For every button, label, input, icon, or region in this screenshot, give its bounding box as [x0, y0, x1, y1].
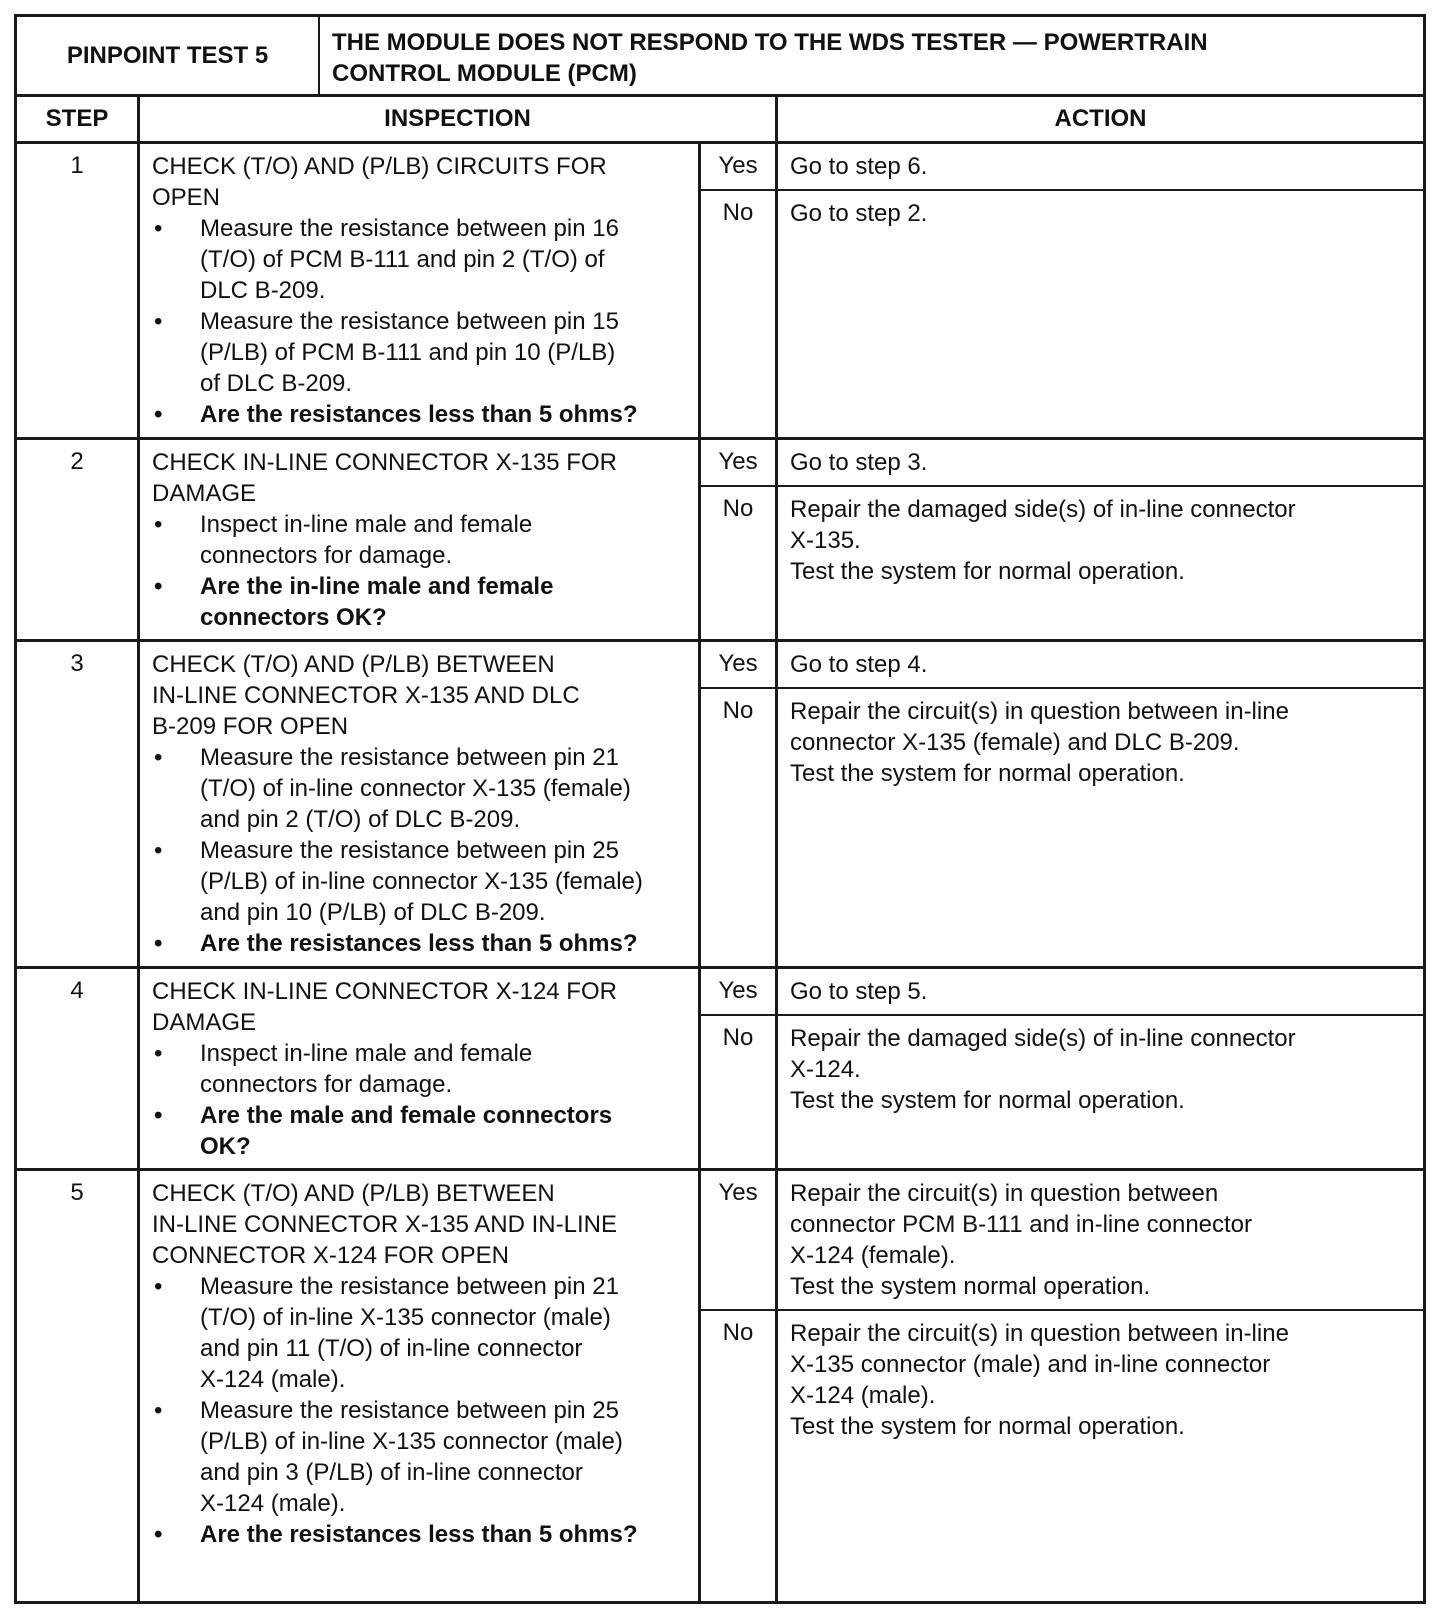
bullet-line: X-124 (male).: [200, 1490, 346, 1517]
action-line: Go to step 2.: [790, 200, 928, 227]
no-label: No: [701, 1016, 778, 1168]
action-line: Repair the damaged side(s) of in-line connector: [790, 496, 1296, 523]
inspection-cell: [140, 642, 701, 966]
test-title: [320, 17, 1423, 94]
question-line: OK?: [200, 1133, 251, 1160]
no-label: No: [701, 191, 778, 437]
action-line: X-135.: [790, 527, 861, 554]
no-answer-row: [701, 1016, 1423, 1168]
action-line: Repair the circuit(s) in question between: [790, 1180, 1219, 1207]
inspection-bullet: [152, 509, 688, 571]
bullet-line: X-124 (male).: [200, 1366, 346, 1393]
no-action: [778, 487, 1423, 639]
inspection-bullet: [152, 306, 688, 399]
bullet-line: connectors for damage.: [200, 1071, 453, 1098]
bullet-line: and pin 10 (P/LB) of DLC B-209.: [200, 899, 546, 926]
step-number: 3: [17, 642, 140, 966]
bullet-line: and pin 11 (T/O) of in-line connector: [200, 1335, 583, 1362]
column-header-row: [17, 97, 1423, 144]
yes-answer-row: [701, 1171, 1423, 1311]
inspection-bullet: [152, 835, 688, 928]
answer-cell: [701, 969, 1423, 1168]
action-line: Test the system for normal operation.: [790, 1087, 1185, 1114]
no-label: No: [701, 1311, 778, 1601]
action-line: Test the system for normal operation.: [790, 558, 1185, 585]
action-line: Repair the damaged side(s) of in-line connector: [790, 1025, 1296, 1052]
bullet-line: (P/LB) of PCM B-111 and pin 10 (P/LB): [200, 339, 616, 366]
action-line: Go to step 5.: [790, 978, 928, 1005]
bullet-line: and pin 3 (P/LB) of in-line connector: [200, 1459, 583, 1486]
test-title-line: CONTROL MODULE (PCM): [332, 60, 637, 87]
action-line: Go to step 4.: [790, 651, 928, 678]
action-line: Go to step 6.: [790, 153, 928, 180]
check-title: [152, 447, 688, 509]
step-row: [17, 1171, 1423, 1601]
inspection-question: [152, 1519, 688, 1550]
inspection-bullet: [152, 1038, 688, 1100]
check-title-line: B-209 FOR OPEN: [152, 713, 349, 740]
column-header-inspection: INSPECTION: [140, 97, 778, 141]
yes-label: Yes: [701, 144, 778, 189]
yes-label: Yes: [701, 440, 778, 485]
inspection-question: [152, 399, 688, 430]
no-label: No: [701, 689, 778, 966]
action-line: connector PCM B-111 and in-line connector: [790, 1211, 1253, 1238]
bullet-line: • Measure the resistance between pin 25: [200, 837, 619, 864]
action-line: X-124.: [790, 1056, 861, 1083]
check-title-line: IN-LINE CONNECTOR X-135 AND DLC: [152, 682, 580, 709]
step-row: [17, 642, 1423, 969]
column-header-action: ACTION: [1054, 105, 1147, 132]
no-answer-row: [701, 487, 1423, 639]
answer-cell: [701, 642, 1423, 966]
bullet-line: connectors for damage.: [200, 542, 453, 569]
yes-label: Yes: [701, 1171, 778, 1309]
inspection-bullets: [152, 1271, 688, 1550]
step-number: 5: [17, 1171, 140, 1601]
check-title-line: CHECK IN-LINE CONNECTOR X-135 FOR: [152, 449, 617, 476]
yes-answer-row: [701, 144, 1423, 191]
yes-label: Yes: [701, 969, 778, 1014]
inspection-cell: [140, 440, 701, 639]
bullet-line: • Measure the resistance between pin 25: [200, 1397, 619, 1424]
pinpoint-test-table: [14, 14, 1426, 1604]
yes-action: [778, 440, 1423, 485]
step-row: [17, 969, 1423, 1171]
no-answer-row: [701, 1311, 1423, 1601]
bullet-line: of DLC B-209.: [200, 370, 353, 397]
check-title: [152, 976, 688, 1038]
bullet-line: (T/O) of PCM B-111 and pin 2 (T/O) of: [200, 246, 605, 273]
bullet-line: (P/LB) of in-line X-135 connector (male): [200, 1428, 623, 1455]
bullet-line: and pin 2 (T/O) of DLC B-209.: [200, 806, 521, 833]
yes-action: [778, 642, 1423, 687]
question-line: • Are the resistances less than 5 ohms?: [200, 1521, 638, 1548]
check-title: [152, 1178, 688, 1271]
question-line: • Are the male and female connectors: [200, 1102, 613, 1129]
check-title-line: CONNECTOR X-124 FOR OPEN: [152, 1242, 509, 1269]
yes-action: [778, 1171, 1423, 1309]
step-row: [17, 440, 1423, 642]
yes-answer-row: [701, 440, 1423, 487]
action-line: Repair the circuit(s) in question between in-line: [790, 698, 1289, 725]
inspection-cell: [140, 969, 701, 1168]
check-title-line: DAMAGE: [152, 1009, 257, 1036]
bullet-line: (T/O) of in-line X-135 connector (male): [200, 1304, 611, 1331]
no-action: [778, 1311, 1423, 1601]
bullet-line: DLC B-209.: [200, 277, 326, 304]
bullet-line: • Measure the resistance between pin 16: [200, 215, 619, 242]
check-title: [152, 649, 688, 742]
action-line: Go to step 3.: [790, 449, 928, 476]
check-title-line: OPEN: [152, 184, 221, 211]
question-line: • Are the resistances less than 5 ohms?: [200, 930, 638, 957]
check-title-line: CHECK (T/O) AND (P/LB) BETWEEN: [152, 1180, 555, 1207]
step-number: 4: [17, 969, 140, 1168]
yes-answer-row: [701, 642, 1423, 689]
check-title-line: CHECK IN-LINE CONNECTOR X-124 FOR: [152, 978, 617, 1005]
bullet-line: • Measure the resistance between pin 21: [200, 744, 619, 771]
question-line: connectors OK?: [200, 604, 387, 631]
no-label: No: [701, 487, 778, 639]
inspection-bullets: [152, 1038, 688, 1162]
step-row: [17, 144, 1423, 440]
bullet-line: • Inspect in-line male and female: [200, 1040, 533, 1067]
action-line: Test the system for normal operation.: [790, 760, 1185, 787]
no-action: [778, 1016, 1423, 1168]
no-action: [778, 689, 1423, 966]
check-title-line: DAMAGE: [152, 480, 257, 507]
check-title-line: CHECK (T/O) AND (P/LB) CIRCUITS FOR: [152, 153, 607, 180]
question-line: • Are the in-line male and female: [200, 573, 554, 600]
inspection-bullet: [152, 742, 688, 835]
action-line: Test the system for normal operation.: [790, 1413, 1185, 1440]
action-line: Repair the circuit(s) in question between in-line: [790, 1320, 1289, 1347]
bullet-line: • Inspect in-line male and female: [200, 511, 533, 538]
answer-cell: [701, 440, 1423, 639]
yes-action: [778, 144, 1423, 189]
check-title: [152, 151, 688, 213]
no-answer-row: [701, 191, 1423, 437]
bullet-line: • Measure the resistance between pin 21: [200, 1273, 619, 1300]
inspection-question: [152, 928, 688, 959]
bullet-line: (T/O) of in-line connector X-135 (female): [200, 775, 631, 802]
yes-action: [778, 969, 1423, 1014]
inspection-cell: [140, 144, 701, 437]
check-title-line: CHECK (T/O) AND (P/LB) BETWEEN: [152, 651, 555, 678]
test-label: PINPOINT TEST 5: [17, 17, 320, 94]
inspection-bullet: [152, 1271, 688, 1395]
action-line: X-135 connector (male) and in-line connector: [790, 1351, 1271, 1378]
check-title-line: IN-LINE CONNECTOR X-135 AND IN-LINE: [152, 1211, 617, 1238]
yes-answer-row: [701, 969, 1423, 1016]
inspection-question: [152, 1100, 688, 1162]
answer-cell: [701, 144, 1423, 437]
inspection-bullets: [152, 742, 688, 959]
yes-label: Yes: [701, 642, 778, 687]
action-line: Test the system normal operation.: [790, 1273, 1151, 1300]
column-header-step: STEP: [17, 97, 140, 141]
step-number: 2: [17, 440, 140, 639]
answer-cell: [701, 1171, 1423, 1601]
step-number: 1: [17, 144, 140, 437]
inspection-cell: [140, 1171, 701, 1601]
title-row: [17, 17, 1423, 97]
inspection-question: [152, 571, 688, 633]
no-action: [778, 191, 1423, 437]
inspection-bullets: [152, 213, 688, 430]
question-line: • Are the resistances less than 5 ohms?: [200, 401, 638, 428]
test-title-line: THE MODULE DOES NOT RESPOND TO THE WDS TESTER — POWERTRAIN: [332, 29, 1208, 56]
action-line: X-124 (female).: [790, 1242, 956, 1269]
bullet-line: (P/LB) of in-line connector X-135 (female): [200, 868, 643, 895]
action-line: X-124 (male).: [790, 1382, 936, 1409]
inspection-bullets: [152, 509, 688, 633]
inspection-bullet: [152, 1395, 688, 1519]
inspection-bullet: [152, 213, 688, 306]
bullet-line: • Measure the resistance between pin 15: [200, 308, 619, 335]
no-answer-row: [701, 689, 1423, 966]
action-line: connector X-135 (female) and DLC B-209.: [790, 729, 1240, 756]
